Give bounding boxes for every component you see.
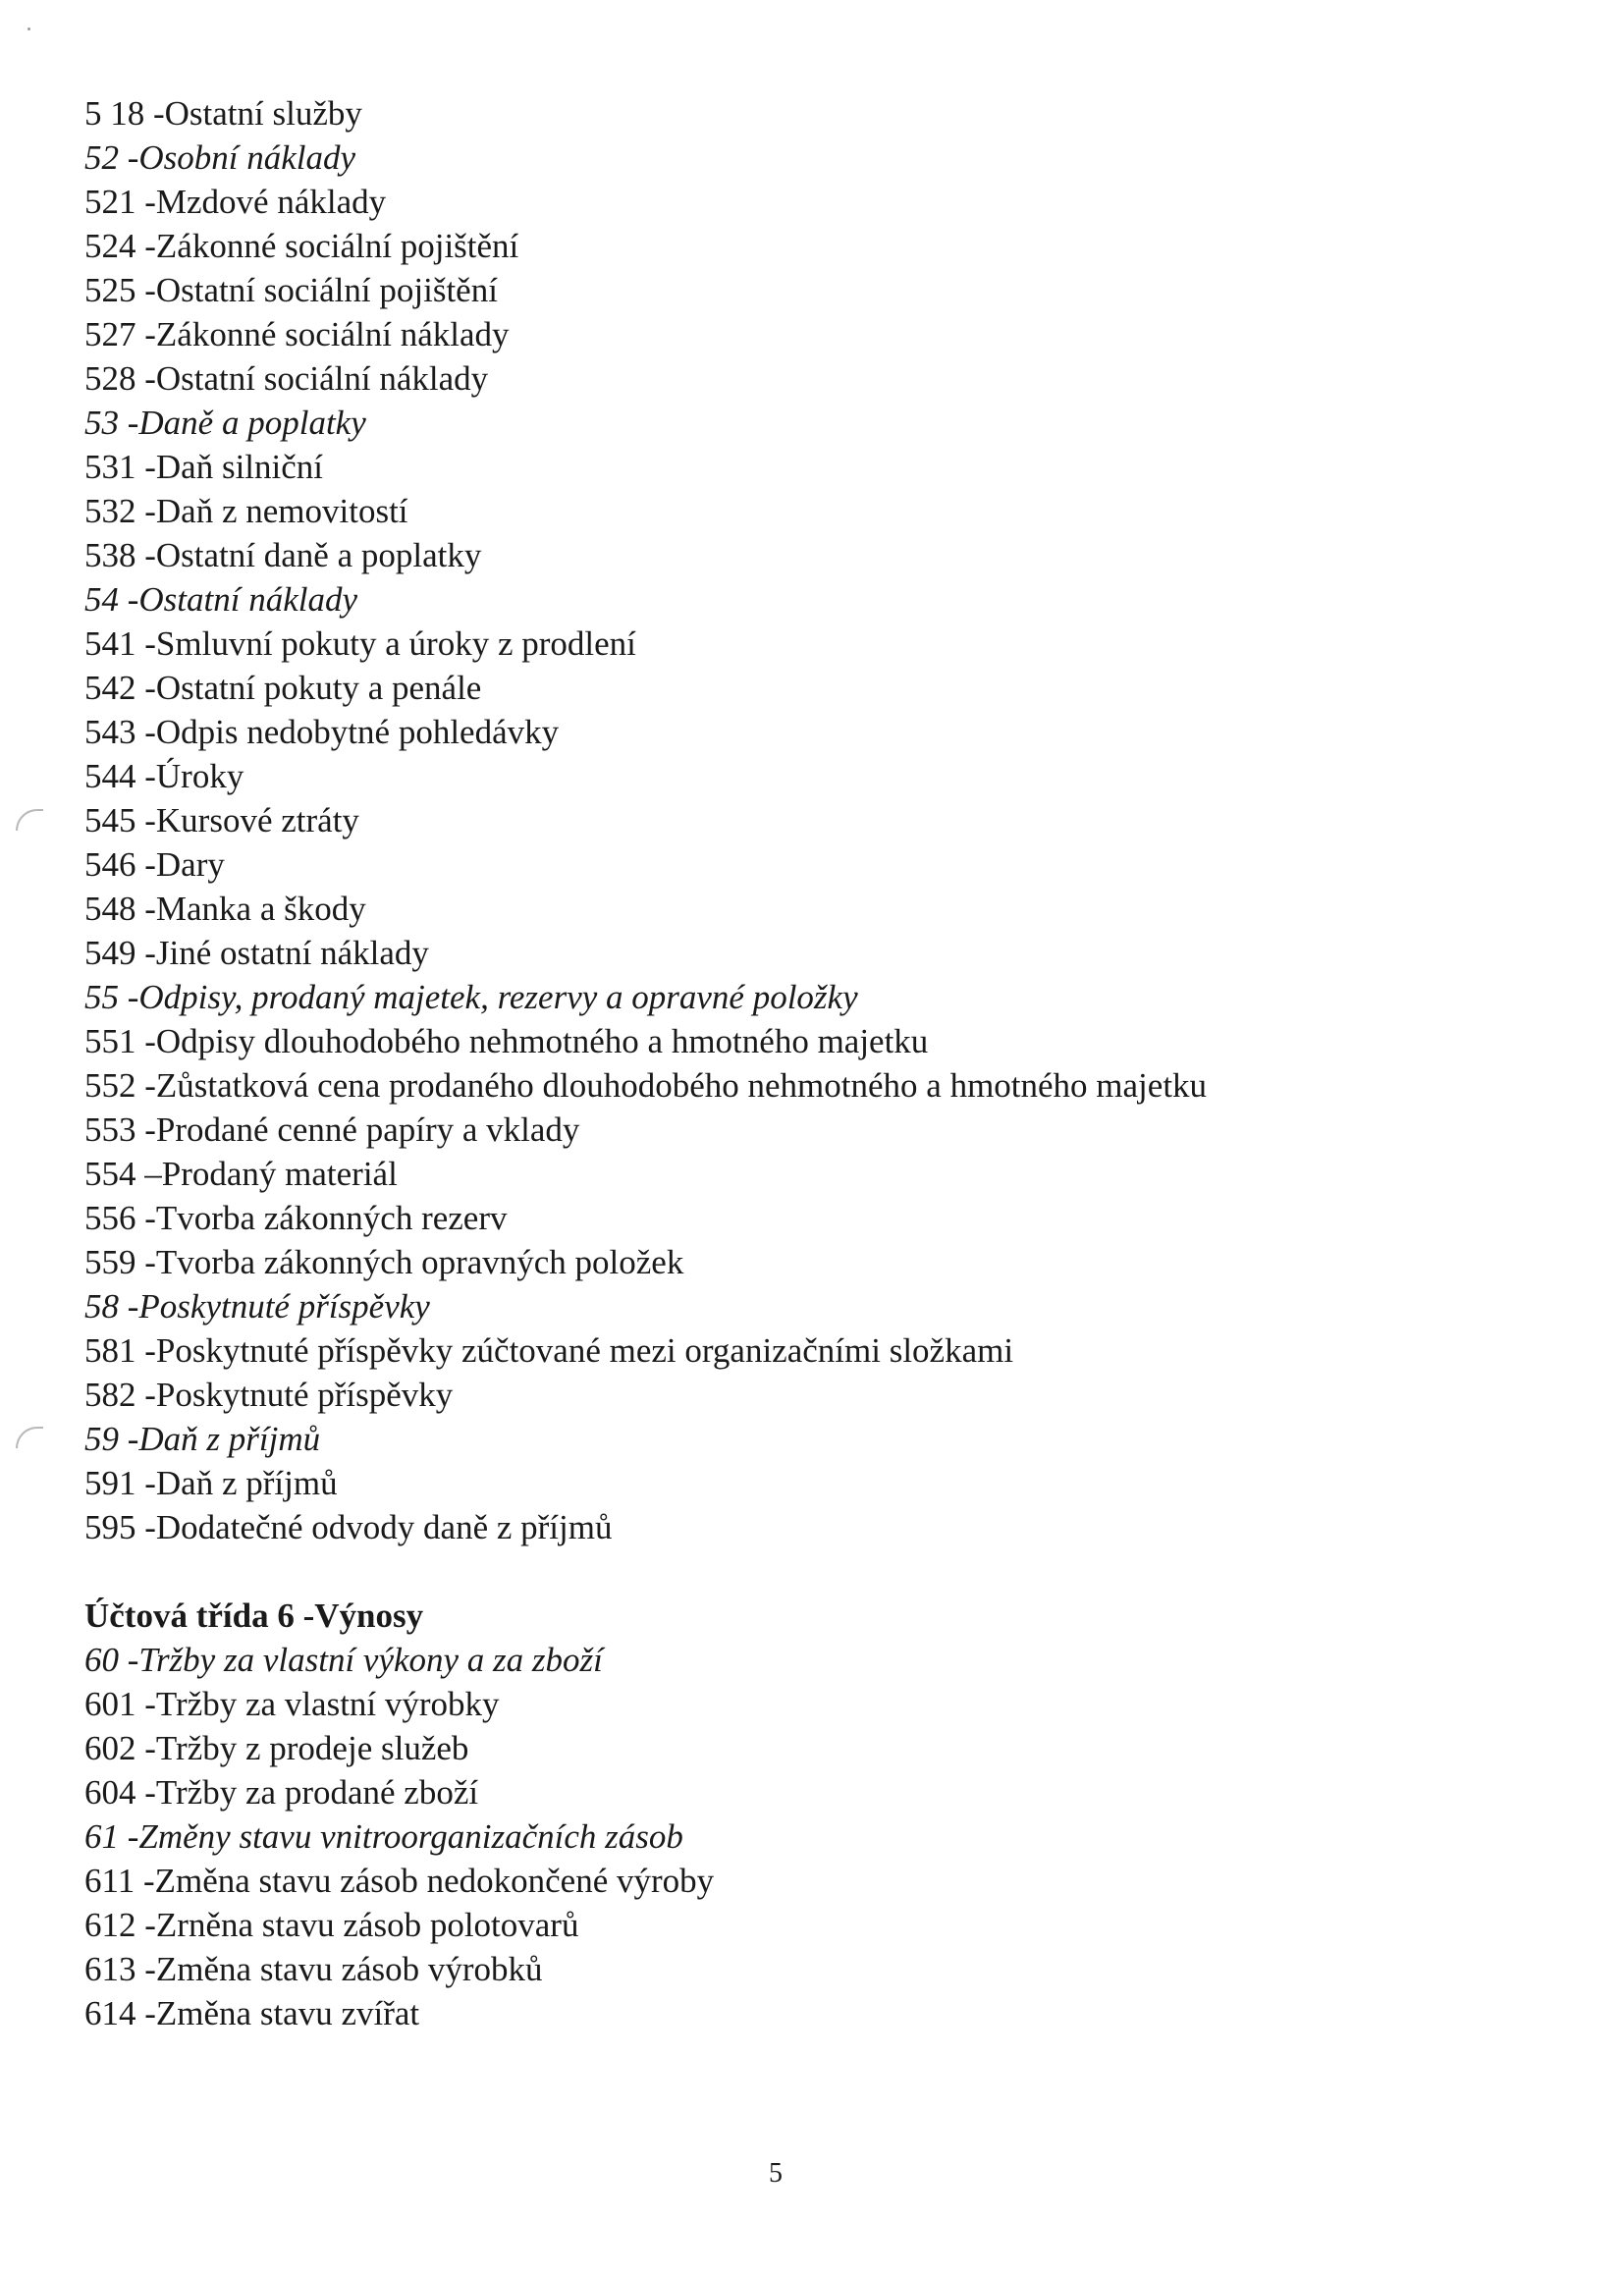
scan-margin-mark xyxy=(16,1427,43,1448)
account-entry: 604 -Tržby za prodané zboží xyxy=(84,1773,479,1812)
account-group-heading: 54 -Ostatní náklady xyxy=(84,580,358,619)
account-entry: 531 -Daň silniční xyxy=(84,448,324,486)
account-list-class-6 xyxy=(84,1638,1538,2035)
account-group-heading: 59 -Daň z příjmů xyxy=(84,1420,321,1458)
account-entry: 581 -Poskytnuté příspěvky zúčtované mezi organizačními složkami xyxy=(84,1331,1014,1370)
account-entry: 544 -Úroky xyxy=(84,757,244,795)
account-group-heading: 61 -Změny stavu vnitroorganizačních zásob xyxy=(84,1817,683,1856)
account-entry: 545 -Kursové ztráty xyxy=(84,801,359,839)
section-heading: Účtová třída 6 -Výnosy xyxy=(84,1597,424,1635)
account-entry: 528 -Ostatní sociální náklady xyxy=(84,359,489,398)
account-entry: 595 -Dodatečné odvody daně z příjmů xyxy=(84,1508,613,1546)
account-entry: 532 -Daň z nemovitostí xyxy=(84,492,408,530)
account-group-heading: 58 -Poskytnuté příspěvky xyxy=(84,1287,430,1326)
account-entry: 614 -Změna stavu zvířat xyxy=(84,1994,420,2032)
account-entry: 546 -Dary xyxy=(84,845,225,884)
account-entry: 548 -Manka a škody xyxy=(84,890,366,928)
account-entry: 591 -Daň z příjmů xyxy=(84,1464,338,1502)
account-entry: 613 -Změna stavu zásob výrobků xyxy=(84,1950,543,1988)
account-list-class-5 xyxy=(84,91,1538,1549)
account-entry: 556 -Tvorba zákonných rezerv xyxy=(84,1199,508,1237)
account-entry: 542 -Ostatní pokuty a penále xyxy=(84,669,482,707)
account-group-heading: 52 -Osobní náklady xyxy=(84,138,356,177)
account-entry: 541 -Smluvní pokuty a úroky z prodlení xyxy=(84,624,636,663)
account-group-heading: 60 -Tržby za vlastní výkony a za zboží xyxy=(84,1641,603,1679)
account-entry: 611 -Změna stavu zásob nedokončené výroby xyxy=(84,1862,715,1900)
account-entry: 543 -Odpis nedobytné pohledávky xyxy=(84,713,560,751)
document-body xyxy=(84,91,1538,2035)
account-entry: 602 -Tržby z prodeje služeb xyxy=(84,1729,469,1767)
account-entry: 527 -Zákonné sociální náklady xyxy=(84,315,510,353)
account-entry: 525 -Ostatní sociální pojištění xyxy=(84,271,498,309)
account-entry: 524 -Zákonné sociální pojištění xyxy=(84,227,519,265)
account-group-heading: 55 -Odpisy, prodaný majetek, rezervy a opravné položky xyxy=(84,978,858,1016)
account-entry: 559 -Tvorba zákonných opravných položek xyxy=(84,1243,684,1281)
section-spacer xyxy=(84,1549,1538,1594)
scan-speck xyxy=(27,27,30,30)
account-entry: 554 –Prodaný materiál xyxy=(84,1155,398,1193)
account-entry: 553 -Prodané cenné papíry a vklady xyxy=(84,1110,580,1149)
account-entry: 521 -Mzdové náklady xyxy=(84,183,387,221)
page-number: 5 xyxy=(769,2158,783,2189)
account-entry: 552 -Zůstatková cena prodaného dlouhodobého nehmotného a hmotného majetku xyxy=(84,1066,1208,1105)
account-entry: 582 -Poskytnuté příspěvky xyxy=(84,1376,454,1414)
account-entry: 538 -Ostatní daně a poplatky xyxy=(84,536,482,574)
account-entry: 601 -Tržby za vlastní výrobky xyxy=(84,1685,500,1723)
account-entry: 5 18 -Ostatní služby xyxy=(84,94,362,133)
scan-margin-mark xyxy=(16,809,43,831)
account-group-heading: 53 -Daně a poplatky xyxy=(84,404,366,442)
account-entry: 549 -Jiné ostatní náklady xyxy=(84,934,429,972)
account-entry: 612 -Zrněna stavu zásob polotovarů xyxy=(84,1906,579,1944)
account-entry: 551 -Odpisy dlouhodobého nehmotného a hmotného majetku xyxy=(84,1022,929,1060)
